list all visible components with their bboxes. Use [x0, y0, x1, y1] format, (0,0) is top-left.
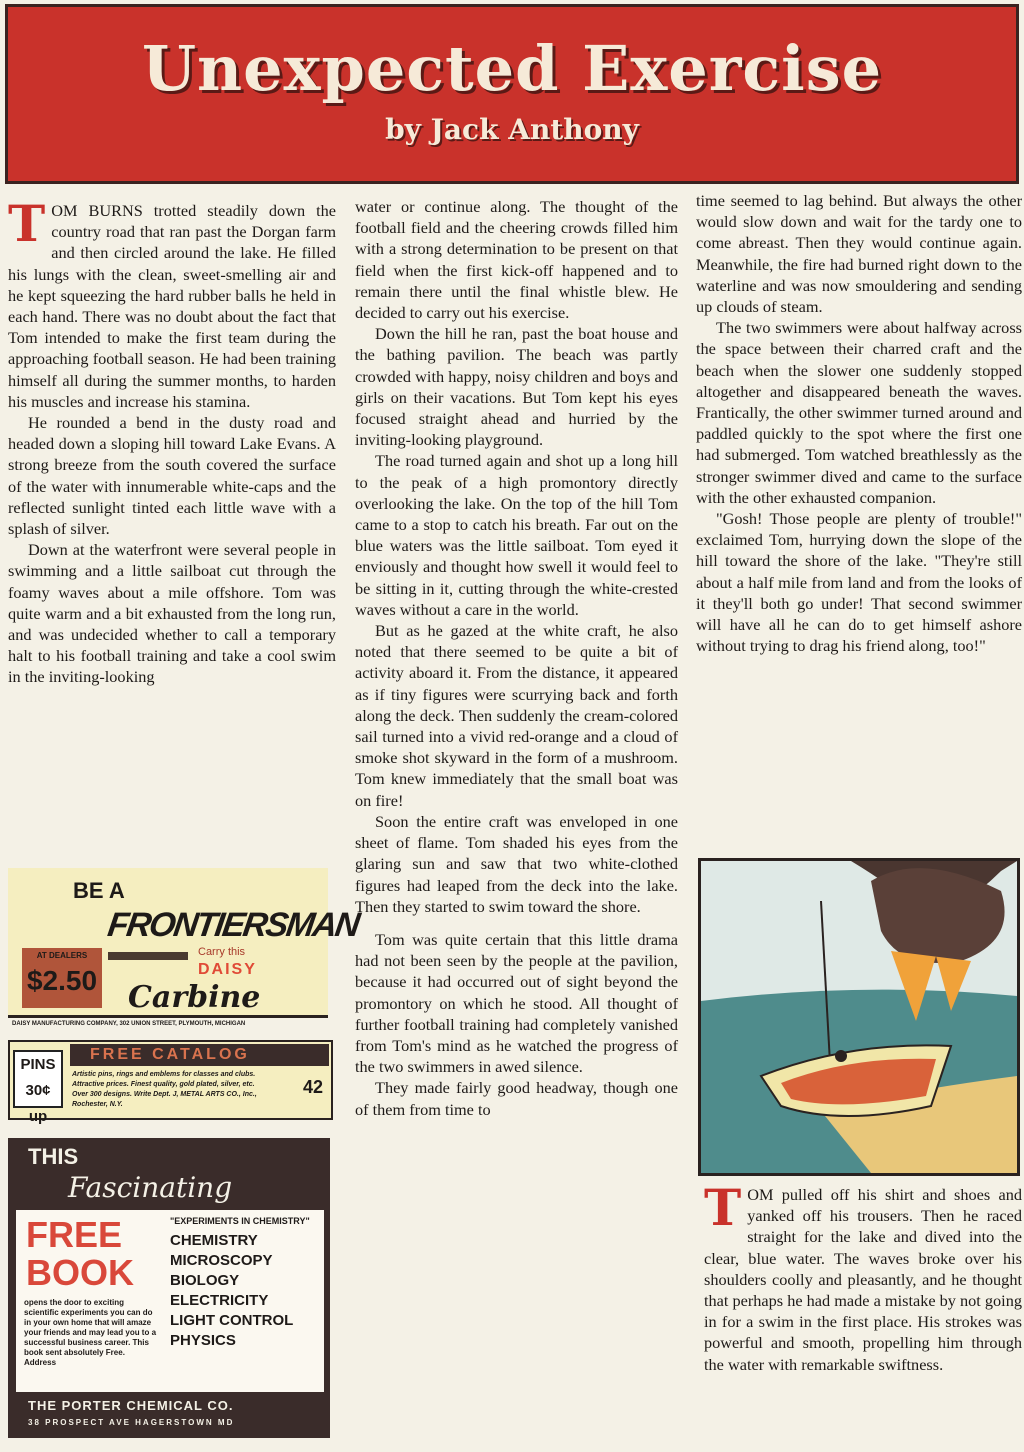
paragraph: [8, 194, 336, 412]
paragraph: They made fairly good headway, though one of them from time to: [355, 1078, 678, 1119]
subjects-list: [170, 1216, 322, 1351]
burning-sailboat-illustration: [698, 858, 1020, 1176]
paragraph: The road turned again and shot up a long hill to the peak of a high promontory directly overlooking the lake. On the top of the hill Tom came to a stop to catch his breath. Far out on the blue waters was the little sailboat. Tom eyed it enviously and thought how swell it would feel to be sitting in it, cutting through the white-crested waves without a care in the world.: [355, 451, 678, 619]
ad-address: DAISY MANUFACTURING COMPANY, 302 UNION STREET, PLYMOUTH, MICHIGAN: [12, 1021, 246, 1027]
story-title: Unexpected Exercise: [141, 32, 883, 105]
paragraph: Soon the entire craft was enveloped in one sheet of flame. Tom shaded his eyes from the glaring sun and saw that two white-clothed figures had leaped from the deck into the lake. Then they started to swim toward the shore.: [355, 811, 678, 916]
ad-text: opens the door to exciting scientific experiments you can do in your own home that will amaze your friends and may lead you to a successful business career. This book sent absolutely Free. Address: [24, 1298, 157, 1367]
drop-cap: T: [704, 1178, 742, 1237]
company-address: [28, 1418, 234, 1428]
column-3-continued: [704, 1178, 1022, 1375]
paragraph: Down at the waterfront were several people in swimming and a little sailboat cut through the foamy waves about a mile offshore. Tom was quite warm and a bit exhausted from the long run, and was undecided whether to call a temporary halt to his football training and take a cool swim in the inviting-looking: [8, 540, 336, 687]
paragraph: "Gosh! Those people are plenty of trouble!" exclaimed Tom, hurrying down the slope of the hill toward the shore of the lake. "They're still about a half mile from land and from the looks of it they'll both go under! That second swimmer will have all he can do to get himself ashore without trying to drag his friend along, too!": [696, 509, 1022, 656]
ad-text: Artistic pins, rings and emblems for classes and clubs. Attractive prices. Finest quality, gold plated, silver, etc. Over 300 designs. Write Dept. J, METAL ARTS CO., Inc., Rochester, N.Y.: [72, 1071, 257, 1108]
subject: BIOLOGY: [170, 1272, 240, 1289]
price-tag: [22, 948, 102, 1008]
book-title: "EXPERIMENTS IN CHEMISTRY": [170, 1216, 310, 1226]
subject: LIGHT CONTROL: [170, 1312, 294, 1329]
city: HAGERSTOWN MD: [135, 1418, 235, 1427]
drop-cap: T: [8, 194, 46, 253]
free-label: FREE: [26, 1214, 123, 1255]
paragraph: Tom was quite certain that this little drama had not been seen by the people at the pavilion, because it had occurred out of sight beyond the promontory on which he stood. All thought of further football training had completely vanished from Tom's mind as he watched the progress of the two swimmers in awed silence.: [355, 929, 678, 1077]
section-gap: [355, 917, 678, 929]
paragraph: Down the hill he ran, past the boat house and the bathing pavilion. The beach was partly crowded with happy, noisy children and boys and girls on their vacations. But Tom kept his eyes focused straight ahead and hurried by the inviting-looking playground.: [355, 324, 678, 450]
column-1: [8, 194, 336, 688]
paragraph-text: OM pulled off his shirt and shoes and yanked off his trousers. Then he raced straight for the lake and dived into the clear, blue water. The waves broke over his shoulders coolly and pleasantly, and he thought that perhaps he had made a mistake by not going in for a swim in the first place. His strokes was powerful and smooth, propelling him through the water with remarkable swiftness.: [704, 1185, 1022, 1374]
subject: ELECTRICITY: [170, 1292, 269, 1309]
paragraph: time seemed to lag behind. But always the other would slow down and wait for the tardy one to come abreast. Then they would continue again. Meanwhile, the fire had burned right down to the waterline and was now smouldering and sending up clouds of steam.: [696, 191, 1022, 317]
ad-text: THIS: [28, 1144, 79, 1169]
pins-price: 30¢ up: [25, 1082, 51, 1125]
paragraph: water or continue along. The thought of the football field and the cheering crowds filled him with a strong determination to be present on that field when the first kick-off happened and to remain there until the final whistle blew. He decided to carry out his exercise.: [355, 197, 678, 323]
paragraph: The two swimmers were about halfway across the space between their charred craft and the beach when the slower one suddenly stopped altogether and disappeared beneath the waves. Frantically, the other swimmer turned around and paddled quickly to the spot where the first one had submerged. Tom watched breathlessly as the stronger swimmer dived and came to the surface with the other exhausted companion.: [696, 318, 1022, 507]
pins-catalog-ad[interactable]: [8, 1040, 333, 1125]
ad-banner: FREE CATALOG: [70, 1044, 329, 1066]
paragraph: [704, 1178, 1022, 1375]
title-banner: [5, 4, 1019, 184]
company-name: THE PORTER CHEMICAL CO.: [28, 1398, 234, 1413]
subject: CHEMISTRY: [170, 1232, 258, 1249]
product-name: Carbine: [128, 980, 261, 1015]
porter-chemical-ad[interactable]: [8, 1138, 330, 1438]
paragraph-text: OM BURNS trotted steadily down the country road that ran past the Dorgan farm and then circled around the lake. He filled his lungs with the clean, sweet-smelling air and he kept squeezing the hard rubber balls he held in each hand. There was no doubt about the fact that Tom intended to make the first team during the approaching football season. He had been training himself all during the summer months, to harden his muscles and increase his stamina.: [8, 201, 336, 411]
column-2: [355, 196, 678, 1120]
ad-text: Carry this: [198, 946, 246, 958]
subject: PHYSICS: [170, 1332, 236, 1349]
subject: MICROSCOPY: [170, 1252, 273, 1269]
ad-headline: BE A: [73, 878, 125, 903]
column-3: [696, 190, 1022, 656]
price-box: [13, 1050, 63, 1125]
pin-number: 42: [302, 1077, 323, 1097]
book-label: BOOK: [26, 1252, 134, 1293]
brand-name: DAISY: [198, 961, 257, 978]
price-caption: AT DEALERS: [36, 951, 88, 960]
daisy-carbine-ad[interactable]: [8, 868, 361, 1027]
paragraph: But as he gazed at the white craft, he also noted that there seemed to be quite a bit of activity aboard it. From the distance, it appeared as if tiny figures were scurrying back and forth along the deck. Then suddenly the cream-colored sail turned into a vivid red-orange and a cloud of smoke shot skyward in the form of a mushroom. Tom knew immediately that the small boat was on fire!: [355, 621, 678, 810]
free-book-label: [26, 1216, 134, 1292]
ad-text: Fascinating: [68, 1171, 233, 1204]
paragraph: He rounded a bend in the dusty road and headed down a sloping hill toward Lake Evans. A strong breeze from the south covered the surface of the water with innumerable white-caps and the reflected sunlight tinted each little wave with a splash of silver.: [8, 413, 336, 539]
street: 38 PROSPECT AVE: [28, 1418, 131, 1427]
pins-label: PINS: [20, 1056, 56, 1073]
ad-headline: FRONTIERSMAN: [105, 906, 361, 944]
byline: by Jack Anthony: [385, 113, 639, 146]
rifle-icon: [108, 952, 188, 960]
price-value: $2.50: [26, 965, 98, 996]
